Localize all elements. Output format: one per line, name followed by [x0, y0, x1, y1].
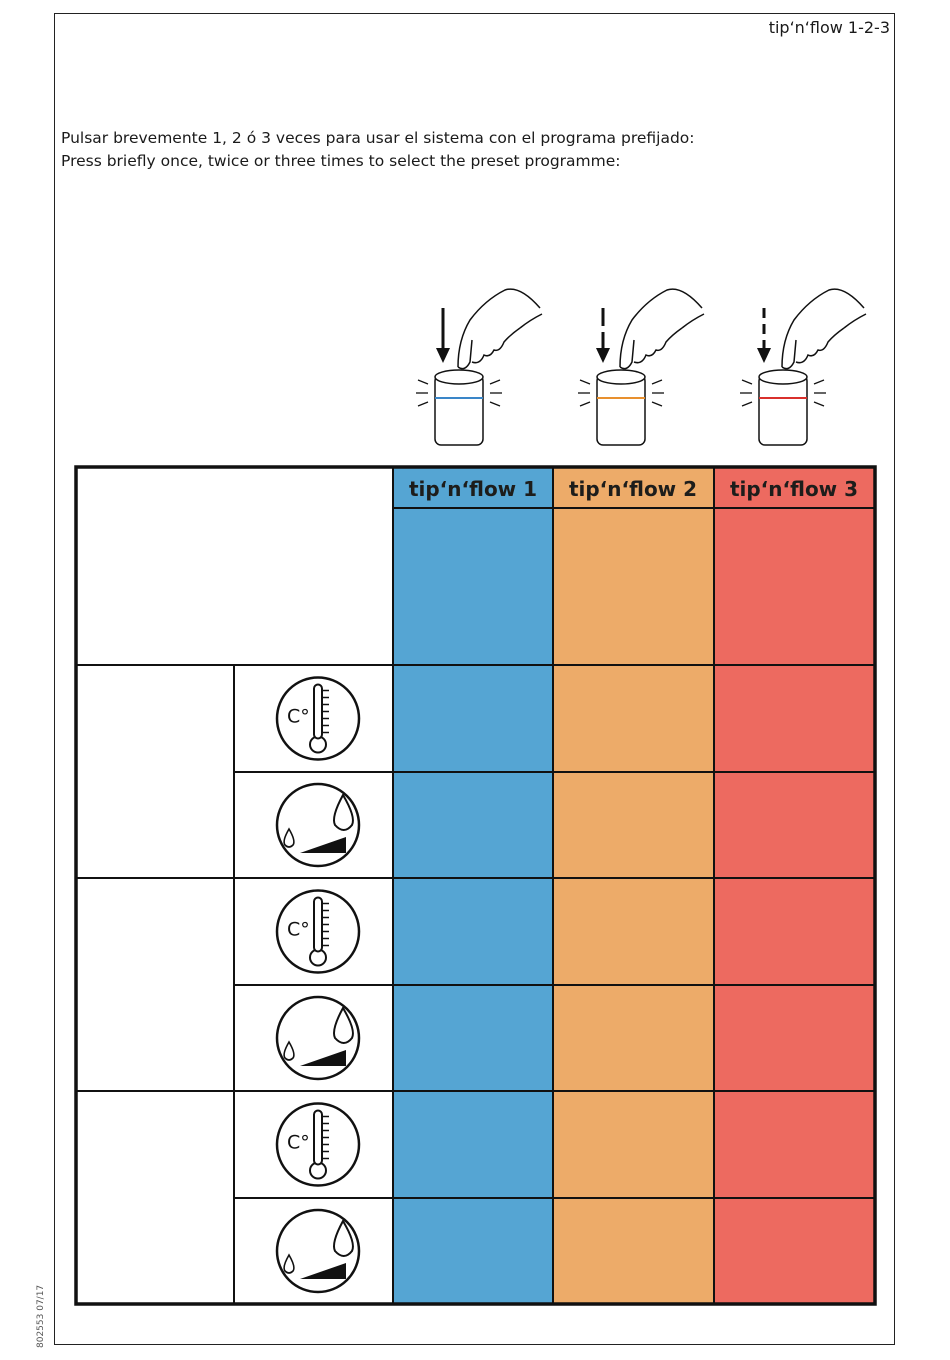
intro-line-es: Pulsar brevemente 1, 2 ó 3 veces para usar el sistema con el programa prefijado:	[61, 129, 695, 147]
column-1-fill	[393, 467, 553, 1304]
thermometer-icon	[277, 678, 359, 760]
column-3-fill	[714, 467, 875, 1304]
celsius-label: C°	[287, 1131, 310, 1154]
thermometer-icon	[277, 891, 359, 973]
flow-volume-icon	[277, 1210, 359, 1292]
column-2-fill	[553, 467, 714, 1304]
flow-volume-icon	[277, 997, 359, 1079]
column-header-3: tip‘n‘flow 3	[729, 477, 859, 501]
intro-line-en: Press briefly once, twice or three times to select the preset programme:	[61, 152, 621, 170]
column-header-2: tip‘n‘flow 2	[568, 477, 698, 501]
document-code: 802553 07/17	[36, 1284, 46, 1348]
column-header-1: tip‘n‘flow 1	[408, 477, 538, 501]
celsius-label: C°	[287, 705, 310, 728]
flow-volume-icon	[277, 784, 359, 866]
page-title: tip‘n‘flow 1-2-3	[768, 18, 890, 37]
thermometer-icon	[277, 1104, 359, 1186]
celsius-label: C°	[287, 918, 310, 941]
